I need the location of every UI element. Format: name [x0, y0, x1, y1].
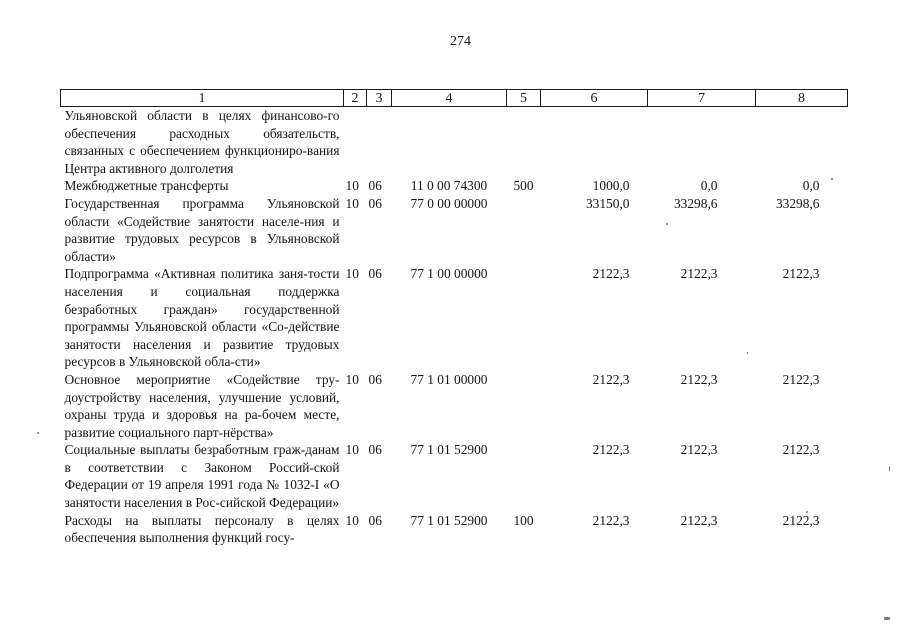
row-value-col6: 2122,3 [592, 371, 630, 387]
row-expense-type [507, 107, 541, 178]
row-subsection: 06 [368, 266, 382, 282]
table-row [61, 195, 848, 265]
row-description: Межбюджетные трансферты [64, 178, 229, 194]
row-description: Подпрограмма «Активная политика заня-тости населения и социальная поддержка безработных граждан» государственной программы Ульяновской области «Со-действие занятости населения и развитие трудовых ресурсов в Ульяновской обла-сти» [64, 266, 340, 370]
row-value-col7: 2122,3 [680, 442, 718, 458]
row-value-col7: 0,0 [700, 178, 718, 194]
row-description: Государственная программа Ульяновской области «Содействие занятости населе-ния и развитие трудовых ресурсов в Ульяновской области» [64, 195, 340, 264]
budget-table [60, 89, 848, 547]
row-target-article: 77 1 01 52900 [410, 442, 488, 458]
row-value-col7 [648, 107, 756, 178]
row-expense-type: 100 [513, 512, 534, 528]
row-section: 10 [345, 266, 359, 282]
row-subsection: 06 [368, 178, 382, 194]
header-row [61, 90, 848, 107]
row-target-article [392, 107, 507, 178]
row-expense-type: 500 [513, 178, 534, 194]
row-value-col6: 2122,3 [592, 442, 630, 458]
row-target-article: 11 0 00 74300 [410, 178, 488, 194]
row-subsection [367, 107, 392, 178]
row-expense-type [507, 371, 541, 441]
table-row [61, 265, 848, 371]
row-value-col6: 33150,0 [585, 195, 630, 211]
row-expense-type [507, 441, 541, 511]
header-col-1: 1 [61, 90, 344, 107]
row-subsection: 06 [368, 442, 382, 458]
row-value-col6: 1000,0 [592, 178, 630, 194]
row-value-col8: 33298,6 [775, 195, 820, 211]
header-col-3: 3 [367, 90, 392, 107]
row-subsection: 06 [368, 195, 382, 211]
scan-speck [806, 511, 808, 513]
table-row [61, 441, 848, 511]
row-value-col6 [541, 107, 648, 178]
table-row [61, 512, 848, 547]
row-value-col8: 2122,3 [782, 442, 820, 458]
page-number: 274 [450, 34, 471, 49]
row-description: Основное мероприятие «Содействие тру-доустройству населения, улучшение условий, охраны труда и здоровья на ра-бочем месте, развитие социального парт-нёрства» [64, 371, 340, 440]
row-value-col7: 2122,3 [680, 266, 718, 282]
row-target-article: 77 1 01 52900 [410, 512, 488, 528]
row-value-col8: 2122,3 [782, 266, 820, 282]
header-col-8: 8 [756, 90, 848, 107]
table-header [61, 90, 848, 107]
header-col-6: 6 [541, 90, 648, 107]
row-subsection: 06 [368, 371, 382, 387]
header-col-4: 4 [392, 90, 507, 107]
row-section: 10 [345, 178, 359, 194]
scan-speck [747, 352, 748, 354]
row-value-col8: 2122,3 [782, 371, 820, 387]
row-expense-type [507, 265, 541, 371]
row-section: 10 [345, 442, 359, 458]
scan-speck [889, 466, 890, 471]
row-target-article: 77 1 01 00000 [410, 371, 488, 387]
scan-speck [831, 178, 833, 180]
scan-speck [884, 617, 890, 620]
row-value-col7: 33298,6 [673, 195, 718, 211]
table-row [61, 177, 848, 195]
row-value-col8: 2122,3 [782, 512, 820, 528]
row-value-col7: 2122,3 [680, 512, 718, 528]
row-value-col7: 2122,3 [680, 371, 718, 387]
row-section: 10 [345, 512, 359, 528]
row-subsection: 06 [368, 512, 382, 528]
row-description: Расходы на выплаты персоналу в целях обеспечения выполнения функций госу- [64, 512, 340, 546]
row-section: 10 [345, 371, 359, 387]
row-value-col8 [756, 107, 848, 178]
row-section: 10 [345, 195, 359, 211]
row-description: Социальные выплаты безработным граж-данам в соответствии с Законом Россий-ской Федерации от 19 апреля 1991 года № 1032-I «О занятости населения в Рос-сийской Федерации» [64, 442, 340, 511]
table-row [61, 371, 848, 441]
row-target-article: 77 0 00 00000 [410, 195, 488, 211]
row-description: Ульяновской области в целях финансово-го обеспечения расходных обязательств, связанных с обеспечением функциониро-вания Центра активного долголетия [64, 108, 340, 176]
row-expense-type [507, 195, 541, 265]
row-target-article: 77 1 00 00000 [410, 266, 488, 282]
row-value-col6: 2122,3 [592, 512, 630, 528]
row-value-col6: 2122,3 [592, 266, 630, 282]
row-value-col8: 0,0 [802, 178, 820, 194]
row-section [344, 107, 367, 178]
header-col-2: 2 [344, 90, 367, 107]
header-col-5: 5 [507, 90, 541, 107]
header-col-7: 7 [648, 90, 756, 107]
scan-speck [666, 223, 668, 225]
scan-speck [37, 432, 39, 434]
table-row [61, 107, 848, 178]
